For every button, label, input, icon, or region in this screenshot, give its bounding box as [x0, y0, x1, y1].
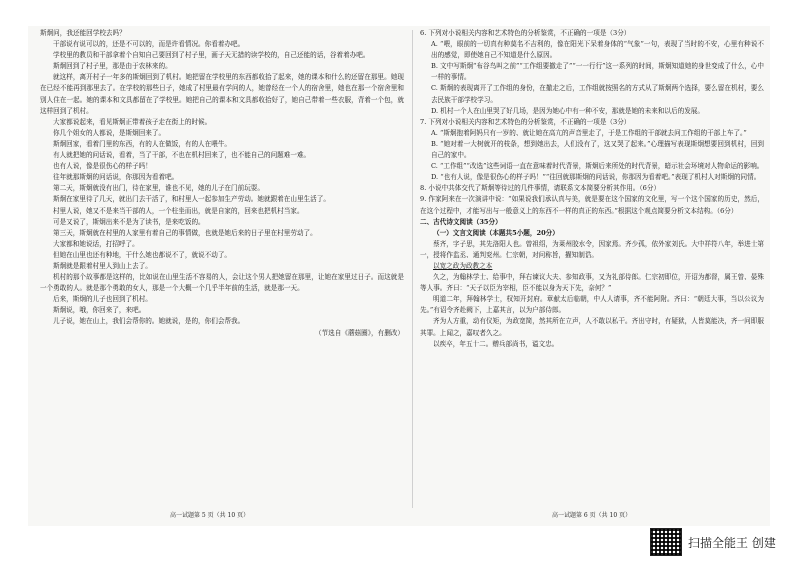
paragraph: 斯炯问，我还能回学校去吗？ [40, 29, 126, 37]
q6-option-a: A. “喂，眼前的一切真有种莫名不吉利的，像在阳光下呆着身体的“气象”一句，表现了当时的不安，心里有种说不出的感觉，即使她自己不知道是什么原因。 [431, 40, 764, 60]
paragraph: 斯炯就是跟着村里人到山上去了。 [53, 261, 152, 270]
paragraph: 可是又说了，斯炯出来不是为了读书，是来吃饭的。 [53, 217, 205, 226]
classical-paragraph: 以疾卒，年五十二。赠兵部尚书，谥文忠。 [433, 339, 559, 348]
q6-option-c: C. 斯炯的表现离开了工作组的身份，在撤走之后，工作组就按照名的方式从了斯炯两个选择，要么留在机村，要么去民族干部学校学习。 [431, 84, 764, 104]
paragraph: 机村的那个故事都是这样的，比如说在山里生活不容易的人，会让这个男人把她留在那里，让她在家里过日子。而这就是一个勇敢的人。就是那个勇敢的女人，那是一个大概一个几乎半年前的生活，就是那一天。 [40, 273, 404, 293]
right-column [420, 28, 764, 506]
paragraph: 村里人说，她又不是来当干部的人，一个柱坐而出，就是自家的，回来也把机村当家。 [53, 206, 304, 215]
paragraph: 斯炯回家，看着门里的东西，有的人在做饭，有的人在喂牛。 [53, 139, 232, 148]
left-column [40, 28, 404, 506]
section-heading: 二、古代诗文阅读（35分） [420, 217, 502, 226]
paragraph: 后来，斯炯的儿子也回到了机村。 [53, 295, 152, 304]
question-9: 9. 作家阿来在一次演讲中说：“如果说我们承认真与美，就是要在这个国家的文化里，写一个这个国家的历史，然后，在这个过程中，才能写出与一般意义上的东西不一样的真正的东西。”根据这个观点简要分析文本结构。（6分） [420, 195, 764, 215]
paragraph: 你几个姐女的人都说，是斯炯回来了。 [53, 128, 166, 137]
paragraph: 斯炯说，哦，你回来了，来吧。 [53, 306, 146, 315]
paragraph: 就这样，离开村子一年多的斯炯回到了机村。她把留在学校里的东西都收拾了起来，她的课本和什么的还留在那里。她现在已经不能再到那里去了。在学校的那些日子，她成了村里最有学问的人，她曾经在一个人的宿舍里，她也在那一个宿舍里和别人住在一起。她的课本和文具都留在了学校里。她把自己的课本和文具都收拾好了，她自己带着一些衣服，背着一个包，就这样回到了机村。 [40, 73, 404, 115]
paragraph: 有人就把她的问话说，看着，当了干部，不也在机村回来了，也不能自己的问题难一难。 [53, 151, 311, 160]
paragraph: 儿子说，她在山上，我们会帮你的。她就说，是的，你们会帮我。 [53, 317, 245, 326]
paragraph: 但她在山里也还有种地，干什么她也都说不了，就说不动了。 [53, 250, 232, 259]
paragraph: 斯炯回到了村子里，那是由于农林来的。 [53, 62, 172, 71]
classical-paragraph: 明道二年，拜翰林学士，权知开封府。章献太后临朝，中人人请事，齐不能阿附。齐曰：“朝廷大事，当以公议为先。”有诏令齐赴阙下，上嘉其言，以为户部侍郎。 [420, 295, 764, 315]
paragraph: 干部说有说可以的，还是不可以的，而是许看情况。你看着办吧。 [53, 40, 245, 49]
q7-option-a: A. “斯炯抱着阿妈只有一岁的、就让她在高亢的声音里走了，于是工作组的干部就去问工作组的干部上车了。” [431, 128, 747, 137]
source-note: （节选自《蘑菇圈》，有删改） [314, 328, 404, 337]
q7-option-d: D. “也有人说，像是很伤心的样子吗！”“往回就那斯炯的问话说，你那因为看着吧。”表现了机村人对斯炯的同情。 [431, 173, 761, 182]
paragraph: 大家都说起来，看见斯炯正带着孩子走在街上的时候。 [53, 117, 212, 126]
paragraph: 也有人说，像是很伤心的样子吗！ [53, 162, 152, 171]
page-footer-left: 高一试题第 5 页（共 10 页） [170, 512, 250, 519]
paragraph: 斯炯在家里待了几天，就出门去干活了，和村里人一起参加生产劳动。她就跟着在山里生活了。 [53, 195, 330, 204]
q7-option-c: C. “工作组”“改选”这些词语一直在意味着时代背景，斯炯后来所处的时代背景，暗示社会环境对人物命运的影响。 [431, 162, 764, 171]
classical-paragraph: 蔡齐，字子思，其先洛阳人也。曾祖绍，为莱州胶水令，因家焉。齐少孤，依外家刘氏。大中祥符八年，举进士第一，授将作监丞、通判兖州。仁宗朝，对问称旨，擢知制诰。 [420, 239, 764, 259]
underlined-passage: 以宽之政为政教之本 [433, 261, 493, 270]
paragraph: 大家都和她说话，打招呼了。 [53, 239, 139, 248]
paragraph: 第二天，斯炯就没有出门，待在家里，谁也不见，她的儿子在门前玩耍。 [53, 184, 264, 193]
qr-logo-icon [650, 528, 682, 556]
paragraph: 第三天，斯炯就在村里的人家里有着自己的事情做，也就是她后来的日子里在村里劳动了。 [53, 228, 317, 237]
question-7: 7. 下列对小说相关内容和艺术特色的分析鉴赏，不正确的一项是（3分） [420, 117, 631, 126]
q6-option-d: D. 机村一个人在山里哭了好几场，是因为她心中有一种不安，那就是她的未来和以后的发展。 [431, 106, 704, 115]
q7-option-b: B. “她对着一大树就开的枝条，想到她出去，人们没有了，这又哭了起来。”心理描写表现斯炯想要回到机村，回到自己的家中。 [431, 139, 764, 160]
page-footer-right: 高一试题第 6 页（共 10 页） [552, 512, 632, 519]
watermark-text: 扫描全能王 创建 [688, 535, 776, 550]
classical-paragraph: 久之，为翰林学士、给事中，拜右谏议大夫、参知政事，又为礼部侍郎。仁宗初即位，开诏为都督，属王曾、晏殊等人事。齐曰：“天子以臣为宰相，臣不能以身为天下先，奈何？” [420, 273, 764, 293]
scanner-watermark [650, 528, 776, 556]
column-divider [412, 30, 413, 508]
question-6: 6. 下列对小说相关内容和艺术特色的分析鉴赏，不正确的一项是（3分） [420, 29, 631, 37]
classical-paragraph: 齐为人方重，动有仪矩，为政宽简，然其所在立声，人不敢以私干。齐出守时，有疑狱，人皆莫能决，齐一问即服其罪。上闻之，嘉叹者久之。 [420, 317, 764, 337]
question-8: 8. 小说中共体交代了斯炯等待过的几件事情，请联系文本简要分析其作用。（6分） [420, 184, 661, 193]
q6-option-b: B. 文中写斯炯“布谷鸟叫之前”“工作组要撤走了”“一一行行”这一系列的时间，斯炯知道她的身世变成了什么，心中一样的事情。 [431, 62, 764, 82]
subsection-heading: （一）文言文阅读（本题共5小题，20分） [433, 228, 559, 237]
paragraph: 往年就那斯炯的问话说，你那因为看着吧。 [53, 173, 179, 182]
paragraph: 学校里的教员和干部拿着个自知自己要回到了村子里，画子天无措的读学校的，自己还能的话，谷着着办吧。 [53, 51, 370, 60]
